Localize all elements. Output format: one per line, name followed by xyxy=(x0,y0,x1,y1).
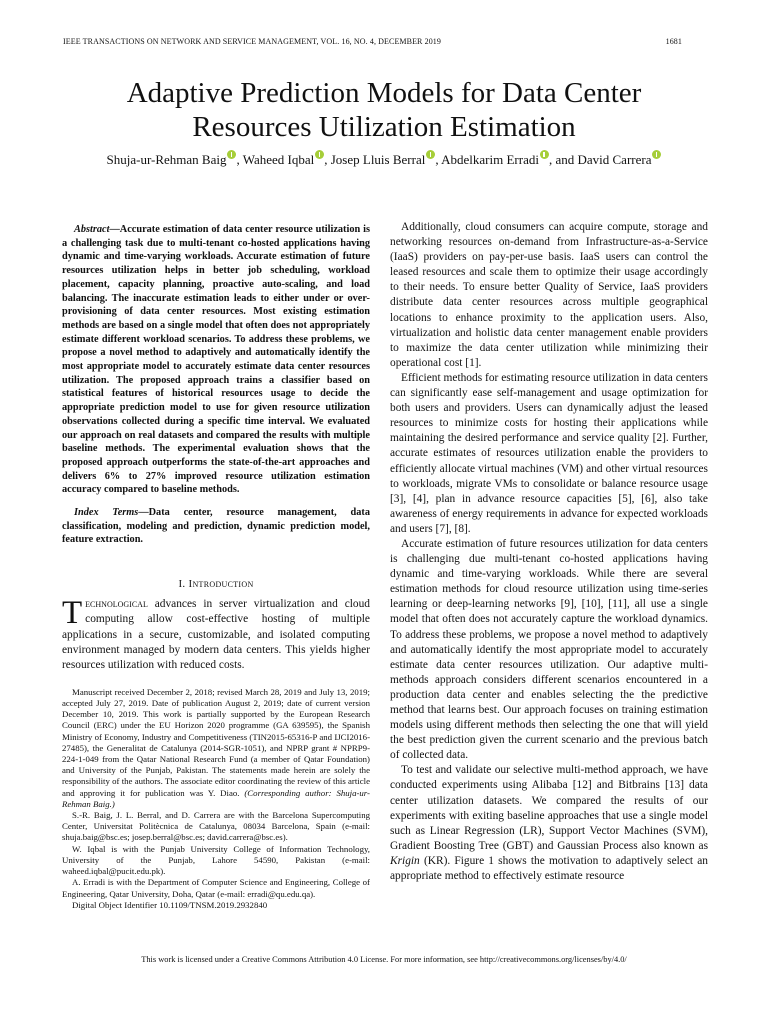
footnotes xyxy=(62,687,370,911)
title-line-2: Resources Utilization Estimation xyxy=(192,111,576,143)
body-text: (KR). Figure 1 shows the motivation to adaptively select an appropriate method to effectively estimate resource xyxy=(390,854,708,883)
journal-name: IEEE TRANSACTIONS ON NETWORK AND SERVICE MANAGEMENT, VOL. 16, NO. 4, DECEMBER 2019 xyxy=(63,37,441,46)
body-text-italic: Krigin xyxy=(390,854,420,867)
body-text: To test and validate our selective multi-method approach, we have conducted experiments using Alibaba [12] and Bitbrains [13] data center utilization datasets. We compared the results of our experiments with exiting baseline approaches that use a single model such as Linear Regression (LR), Support Vector Machines (SVM), Gradient Boosting Tree (GBT) and Gaussian Process also known as xyxy=(390,764,708,852)
orcid-icon[interactable] xyxy=(426,150,435,159)
index-terms-lead: Index Terms xyxy=(74,507,139,519)
section-title: Introduction xyxy=(188,578,254,591)
intro-text: advances in server virtualization and cloud computing allow cost-effective hosting of multiple applications in a secure, customizable, and isolated computing environment managed by modern data centers. This yields higher resources utilization with reduced costs. xyxy=(62,598,370,671)
abstract xyxy=(62,223,370,497)
body-paragraph: Accurate estimation of future resources utilization for data centers is challenging due multi-tenant co-hosted applications having dynamic and time-varying workloads. While there are several estimation methods for cloud resource utilization using time-series learning or deep-learning networks [9], [10], [11], all use a single model that often does not accurately capture the workload dynamics. To address these problems, we propose a novel method to adaptively and automatically identify the most appropriate model to accurately estimate data center resources utilization. Our adaptive multi-methods approach considers different scenarios encountered in a production data center and enables selecting the the predictive method that learns best. Our approach focuses on training estimation models using different methods then selecting the one that will yield the best prediction given the current scenario and the previous batch of collected data. xyxy=(390,537,708,762)
footnote-affiliation: S.-R. Baig, J. L. Berral, and D. Carrera are with the Barcelona Supercomputing Center, Universitat Politècnica de Catalunya, 08034 Barcelona, Spain (e-mail: shuja.baig@bsc.es; josep.berral@bsc.es; david.carrera@bsc.es). xyxy=(62,810,370,843)
author-separator: , xyxy=(324,152,331,167)
license-footer: This work is licensed under a Creative Commons Attribution 4.0 License. For more information, see http://creativecommons.org/licenses/by/4.0/ xyxy=(141,955,627,964)
abstract-body: —Accurate estimation of data center resource utilization is a challenging task due to multi-tenant co-hosted applications having dynamic and time-varying workloads. Accurate estimation of future resources utilization helps in better job scheduling, workload placement, capacity planning, proactive auto-scaling, and load balancing. The inaccurate estimation leads to either under or over-provisioning of data center resources. Most existing estimation methods are based on a single model that often does not appropriately estimate different workload scenarios. To address these problems, we propose a novel method to adaptively and automatically identify the most appropriate model to accurately estimate data center resources utilization. The proposed approach trains a classifier based on statistical features of historical resources usage to decide the appropriate prediction model to use for given resource utilization observations collected during a specific time interval. We evaluated our approach on real datasets and compared the results with multiple baseline methods. The experimental evaluation shows that the proposed approach outperforms the state-of-the-art approaches and delivers 6% to 27% improved resource utilization estimation accuracy compared to baseline methods. xyxy=(62,224,370,496)
page-number: 1681 xyxy=(665,37,682,46)
title-line-1: Adaptive Prediction Models for Data Center xyxy=(126,77,642,109)
author-separator: , xyxy=(236,152,243,167)
section-number: I. xyxy=(178,578,189,591)
orcid-icon[interactable] xyxy=(540,150,549,159)
section-heading xyxy=(62,577,370,591)
left-column xyxy=(62,223,370,911)
paper-title xyxy=(40,76,728,144)
author-name: Waheed Iqbal xyxy=(242,152,315,167)
corresponding-author: (Corresponding author: Shuja-ur-Rehman Baig.) xyxy=(62,787,370,809)
footnote-manuscript-text: Manuscript received December 2, 2018; revised March 28, 2019 and July 13, 2019; accepted July 27, 2019. Date of publication August 2, 2019; date of current version December 10, 2019. This work is partially supported by the European Research Council (ERC) under the EU Horizon 2020 programme (GA 639595), the Spanish Ministry of Economy, Industry and Competitiveness (TIN2015-65316-P and IJCI2016-27485), the Generalitat de Catalunya (2014-SGR-1051), and NPRP grant # NPRP9-224-1-049 from the Qatar National Research Fund (a member of Qatar Foundation) and University of the Punjab, Pakistan. The statements made herein are solely the responsibility of the authors. The associate editor coordinating the review of this article and approving it for publication was Y. Diao. xyxy=(62,686,370,798)
drop-cap: T xyxy=(62,595,83,632)
author-list xyxy=(40,150,728,168)
running-head xyxy=(63,37,682,46)
author-name: Shuja-ur-Rehman Baig xyxy=(106,152,227,167)
author-name: Josep Lluis Berral xyxy=(330,152,426,167)
orcid-icon[interactable] xyxy=(315,150,324,159)
footnote-doi[interactable]: Digital Object Identifier 10.1109/TNSM.2019.2932840 xyxy=(72,899,268,910)
footnote-affiliation: W. Iqbal is with the Punjab University College of Information Technology, University of the Punjab, Lahore 54590, Pakistan (e-mail: waheed.iqbal@pucit.edu.pk). xyxy=(62,843,370,877)
index-terms xyxy=(62,506,370,547)
footnote-affiliation: A. Erradi is with the Department of Computer Science and Engineering, College of Engineering, Qatar University, Doha, Qatar (e-mail: erradi@qu.edu.qa). xyxy=(62,877,370,899)
author-separator: , and xyxy=(548,152,578,167)
body-paragraph: Efficient methods for estimating resource utilization in data centers can significantly ease self-management and usage optimization for both users and providers. Users can dynamically adjust the leased resources to minimize costs for hosting their applications while maintaining the desired performance and service quality [2]. Further, accurate estimates of resources utilization enable the providers to efficiently allocate virtual machines (VM) and other virtual resources to workloads, migrate VMs to consolidate or balance resource usage [3], [4], plan in advance resource capacities [5], [6], also take awareness of energy requirements in advance for expected workloads and users [7], [8]. xyxy=(390,371,708,535)
body-paragraph: Additionally, cloud consumers can acquire compute, storage and networking resources on-demand from Infrastructure-as-a-Service (IaaS) providers on pay-per-use basis. IaaS users can control the leased resources and scale them to optimize their usage accordingly to their needs. To ensure better Quality of Service, IaaS providers distribute data center resources across multiple geographical locations to enhance proximity to the application users. Also, virtualization and holistic data center management enable providers to maximize the data center utilization while minimizing their operational cost [1]. xyxy=(390,221,708,369)
intro-paragraph xyxy=(62,597,370,672)
drop-cap-word: echnological xyxy=(85,598,148,611)
footnote-manuscript xyxy=(62,687,370,810)
author-separator: , xyxy=(435,152,442,167)
author-name: David Carrera xyxy=(577,152,652,167)
index-terms-body: —Data center, resource management, data classification, modeling and prediction, dynamic prediction model, feature extraction. xyxy=(62,507,370,546)
orcid-icon[interactable] xyxy=(652,150,661,159)
author-name: Abdelkarim Erradi xyxy=(441,152,539,167)
abstract-lead: Abstract xyxy=(74,224,110,235)
right-column xyxy=(390,220,708,884)
body-paragraph xyxy=(390,763,708,884)
